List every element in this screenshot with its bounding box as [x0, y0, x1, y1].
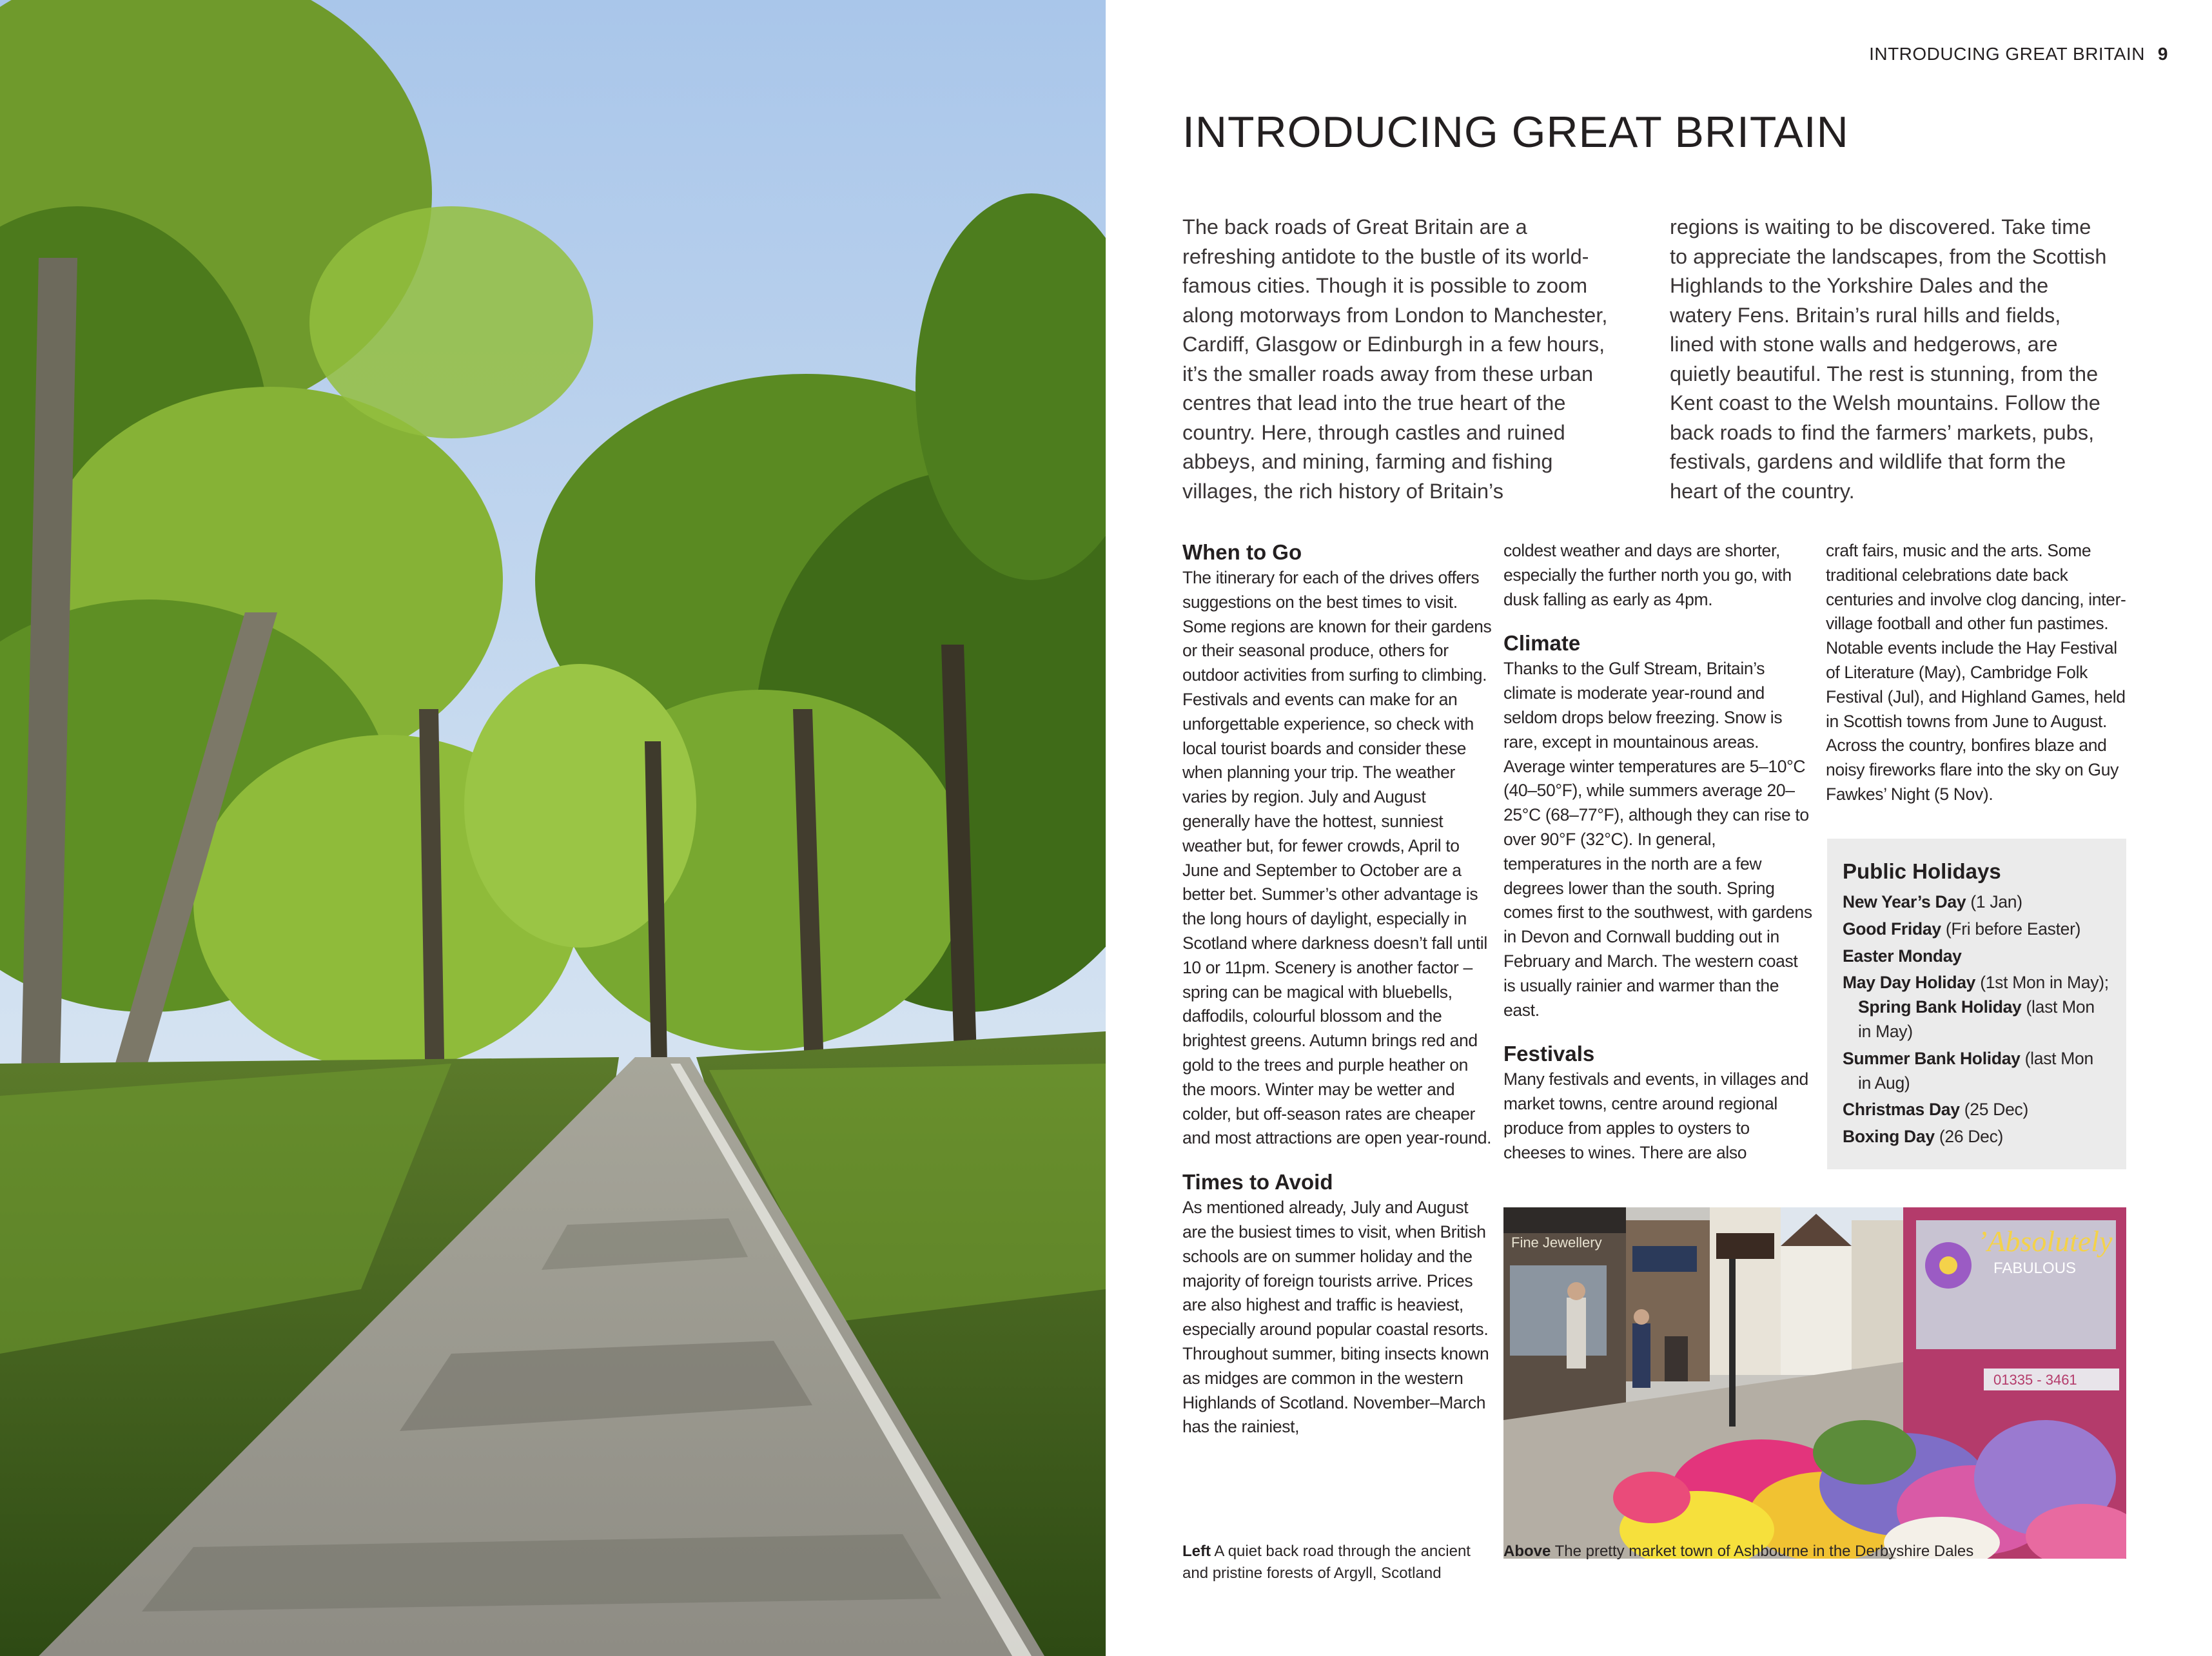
sign-fabulous: FABULOUS [1993, 1260, 2077, 1277]
caption-above-text: The pretty market town of Ashbourne in the Derbyshire Dales [1554, 1543, 1974, 1560]
running-head-section: INTRODUCING GREAT BRITAIN [1869, 44, 2145, 64]
holiday-item: Christmas Day (25 Dec) [1843, 1100, 2028, 1120]
sign-phone-number: 01335 - 3461 [1993, 1372, 2077, 1388]
holiday-item: Summer Bank Holiday (last Mon in Aug) [1843, 1048, 2093, 1093]
caption-above-label: Above [1503, 1543, 1551, 1560]
festivals-text-continued: craft fairs, music and the arts. Some traditional celebrations date back centuries and involve clog dancing, inter-village football and other fun pastimes. Notable events include the Hay Festival of Literature (May), Cambridge Folk Festival (Jul), and Highland Games, held in Scottish towns from June to August. Across the country, bonfires blaze and noisy fireworks flare into the sky on Guy Fawkes’ Night (5 Nov). [1826, 541, 2126, 804]
holiday-item: Good Friday (Fri before Easter) [1843, 919, 2081, 939]
climate-text: Thanks to the Gulf Stream, Britain’s climate is moderate year-round and seldom drops below freezing. Snow is rare, except in mountainous areas. Average winter temperatures are 5–10°C (40–50°F), while summers average 20–25°C (68–77°F), although they can rise to over 90°F (32°C). In general, temperatures in the north are a few degrees lower than the south. Spring comes first to the southwest, with gardens in Devon and Cornwall budding out in February and March. The western coast is usually rainier and warmer than the east. [1503, 659, 1812, 1020]
holiday-item: New Year’s Day (1 Jan) [1843, 892, 2022, 911]
page-number: 9 [2157, 44, 2168, 64]
times-to-avoid-text: As mentioned already, July and August are the busiest times to visit, when British schools are on summer holiday and the majority of foreign tourists arrive. Prices are also highest and traffic is heaviest, especially around popular coastal resorts. Throughout summer, biting insects known as midges are common in the western Highlands of Scotland. November–March has the rainiest, [1182, 1198, 1489, 1437]
caption-above [1503, 1541, 2126, 1563]
holiday-item: May Day Holiday (1st Mon in May); Spring Bank Holiday (last Mon in May) [1843, 973, 2109, 1041]
when-to-go-text: The itinerary for each of the drives offers suggestions on the best times to visit. Some regions are known for their gardens or their seasonal produce, others for outdoor activities from surfing to climbing. Festivals and events can make for an unforgettable experience, so check with local tourist boards and consider these when planning your trip. The weather varies by region. July and August generally have the hottest, sunniest weather but, for fewer crowds, April to June and September to October are a better bet. Summer’s other advantage is the long hours of daylight, especially in Scotland where darkness doesn’t fall until 10 or 11pm. Scenery is another factor – spring can be magical with bluebells, daffodils, colourful blossom and the brightest greens. Autumn brings red and gold to the trees and purple heather on the moors. Winter may be wetter and colder, but off-season rates are cheaper and most attractions are open year-round. [1182, 568, 1492, 1148]
market-town-photo [1503, 1207, 2126, 1559]
when-to-go-heading: When to Go [1182, 540, 1302, 564]
intro-paragraph-2: regions is waiting to be discovered. Take time to appreciate the landscapes, from the Scottish Highlands to the Yorkshire Dales and the watery Fens. Britain’s rural hills and fields, lined with stone walls and hedgerows, are quietly beautiful. The rest is stunning, from the Kent coast to the Welsh mountains. Follow the back roads to find the farmers’ markets, pubs, festivals, gardens and wildlife that form the heart of the country. [1670, 215, 2107, 503]
running-head [1869, 44, 2168, 64]
times-to-avoid-text-continued: coldest weather and days are shorter, especially the further north you go, with dusk falling as early as 4pm. [1503, 541, 1792, 609]
text-page [1106, 0, 2212, 1656]
public-holidays-heading: Public Holidays [1843, 859, 2001, 883]
body-column-2 [1503, 539, 1813, 1165]
caption-left-label: Left [1182, 1543, 1211, 1560]
festivals-text: Many festivals and events, in villages and market towns, centre around regional produce from apples to oysters to cheeses to wines. There are also [1503, 1069, 1808, 1162]
sign-fine-jewellery: Fine Jewellery [1511, 1234, 1602, 1251]
festivals-heading: Festivals [1503, 1042, 1595, 1066]
holiday-item: Boxing Day (26 Dec) [1843, 1127, 2004, 1147]
times-to-avoid-heading: Times to Avoid [1182, 1170, 1333, 1194]
market-street-illustration [1503, 1207, 2126, 1559]
body-column-1 [1182, 539, 1492, 1439]
climate-heading: Climate [1503, 631, 1581, 656]
holiday-item: Easter Monday [1843, 946, 1962, 966]
caption-left-text: A quiet back road through the ancient and pristine forests of Argyll, Scotland [1182, 1543, 1471, 1582]
page-title: INTRODUCING GREAT BRITAIN [1182, 108, 1849, 157]
intro-paragraph-1: The back roads of Great Britain are a refreshing antidote to the bustle of its world-famous cities. Though it is possible to zoom along motorways from London to Manchester, Cardiff, Glasgow or Edinburgh in a few hours, it’s the smaller roads away from these urban centres that lead into the true heart of the country. Here, through castles and ruined abbeys, and mining, farming and fishing villages, the rich history of Britain’s [1182, 215, 1608, 503]
body-column-3 [1826, 539, 2135, 807]
public-holidays-box [1827, 839, 2126, 1169]
caption-left [1182, 1541, 1485, 1584]
sign-absolutely: ’Absolutely [1977, 1225, 2113, 1258]
